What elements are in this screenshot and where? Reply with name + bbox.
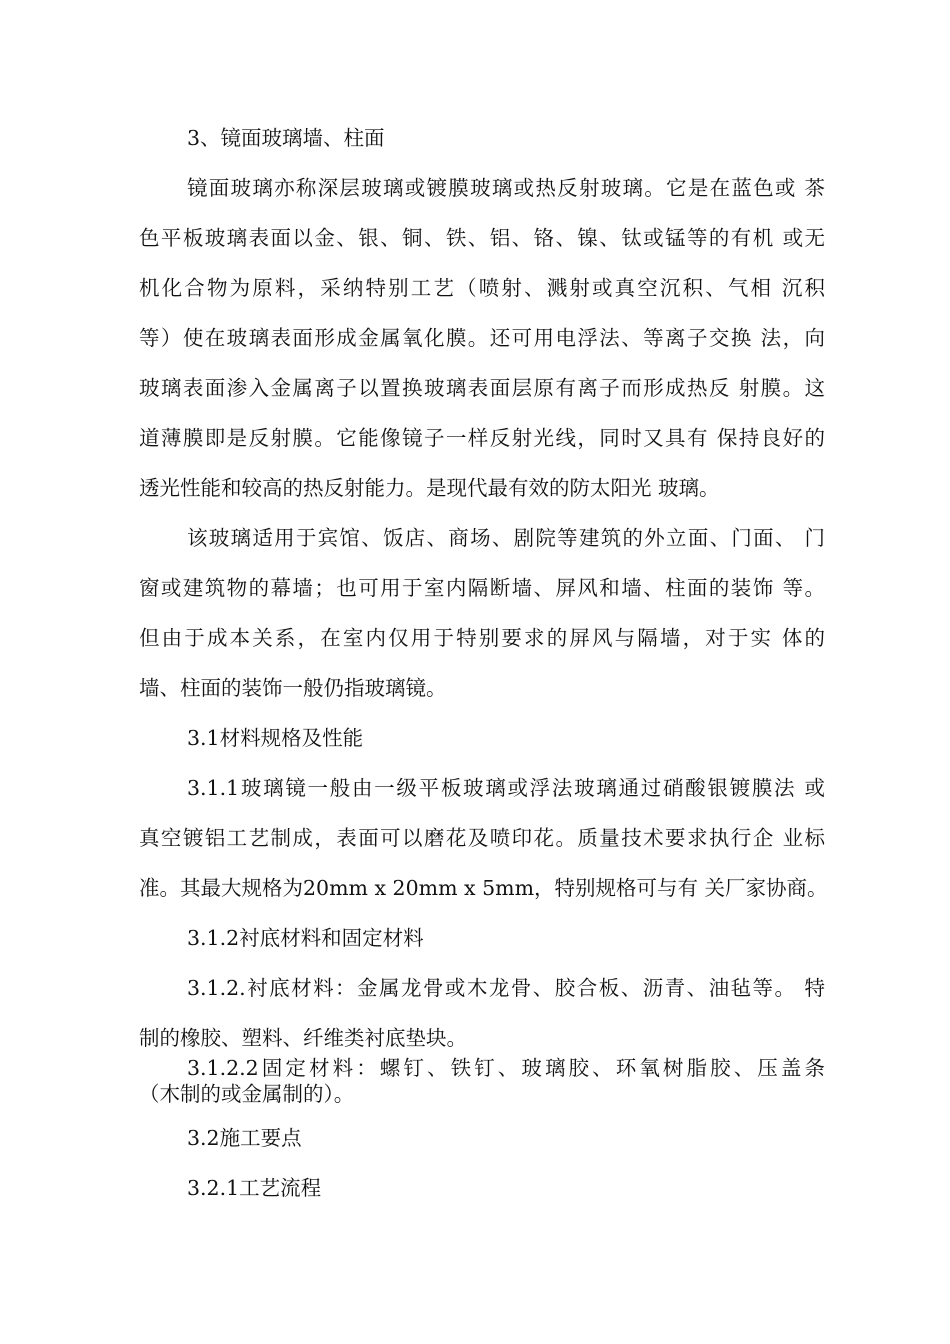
paragraph-line: 玻璃表面渗入金属离子以置换玻璃表面层原有离子而形成热反 射膜。这: [139, 376, 825, 400]
paragraph-line: 透光性能和较高的热反射能力。是现代最有效的防太阳光 玻璃。: [139, 476, 720, 500]
section-heading: 3、镜面玻璃墙、柱面: [187, 126, 385, 150]
paragraph-line: 色平板玻璃表面以金、银、铜、铁、铝、铬、镍、钛或锰等的有机 或无: [139, 226, 825, 250]
paragraph-line: 窗或建筑物的幕墙；也可用于室内隔断墙、屏风和墙、柱面的装饰 等。: [139, 576, 825, 600]
paragraph-line: 准。其最大规格为20mm x 20mm x 5mm，特别规格可与有 关厂家协商。: [139, 876, 828, 900]
section-heading: 3.2.1工艺流程: [187, 1176, 322, 1200]
section-heading: 3.1材料规格及性能: [187, 726, 364, 750]
paragraph-line: 墙、柱面的装饰一般仍指玻璃镜。: [139, 676, 447, 700]
section-heading: 3.2施工要点: [187, 1126, 302, 1150]
paragraph-line: 制的橡胶、塑料、纤维类衬底垫块。: [139, 1026, 467, 1050]
paragraph-line: 机化合物为原料，采纳特别工艺（喷射、溅射或真空沉积、气相 沉积: [139, 276, 825, 300]
paragraph-line: 真空镀铝工艺制成，表面可以磨花及喷印花。质量技术要求执行企 业标: [139, 826, 825, 850]
paragraph-line: 等）使在玻璃表面形成金属氧化膜。还可用电浮法、等离子交换 法，向: [139, 326, 825, 350]
paragraph-line: 道薄膜即是反射膜。它能像镜子一样反射光线，同时又具有 保持良好的: [139, 426, 825, 450]
paragraph-line: 镜面玻璃亦称深层玻璃或镀膜玻璃或热反射玻璃。它是在蓝色或 茶: [187, 176, 825, 200]
paragraph-line: 但由于成本关系，在室内仅用于特别要求的屏风与隔墙，对于实 体的: [139, 626, 825, 650]
paragraph-line: （木制的或金属制的）。: [139, 1082, 355, 1106]
paragraph-line: 3.1.2.衬底材料：金属龙骨或木龙骨、胶合板、沥青、油毡等。 特: [187, 976, 825, 1000]
paragraph-line: 该玻璃适用于宾馆、饭店、商场、剧院等建筑的外立面、门面、 门: [187, 526, 825, 550]
paragraph-line: 3.1.1玻璃镜一般由一级平板玻璃或浮法玻璃通过硝酸银镀膜法 或: [187, 776, 825, 800]
section-heading: 3.1.2衬底材料和固定材料: [187, 926, 424, 950]
paragraph-line: 3.1.2.2固定材料：螺钉、铁钉、玻璃胶、环氧树脂胶、压盖条: [187, 1056, 825, 1080]
